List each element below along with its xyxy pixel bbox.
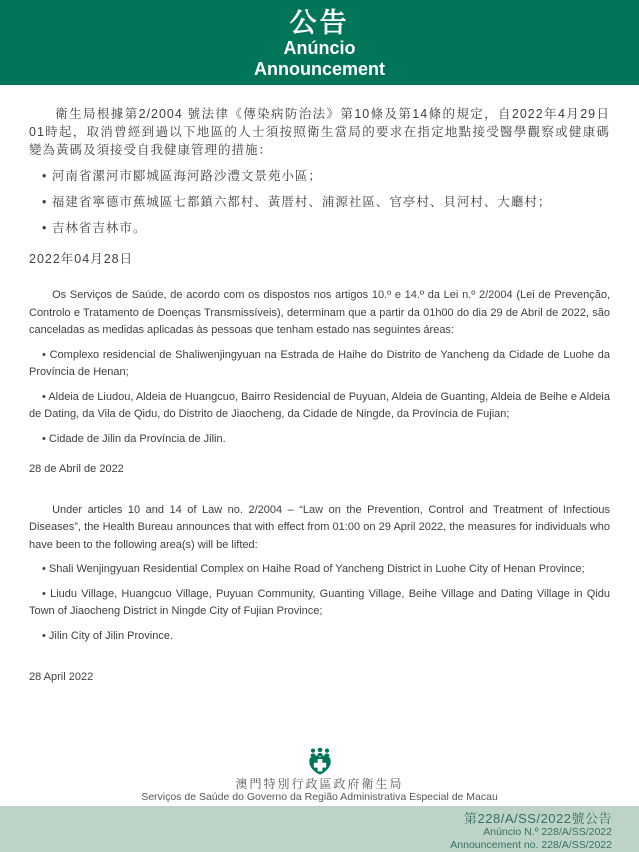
reference-number-bar: [0, 806, 639, 852]
bullet-marker: •: [42, 390, 46, 403]
english-bullet-jilin: [29, 628, 610, 646]
portuguese-bullet-henan: [29, 347, 610, 382]
bullet-marker: •: [42, 348, 46, 361]
section-english: [29, 502, 610, 687]
reference-number-portuguese: Anúncio N.º 228/A/SS/2022: [483, 826, 612, 838]
bullet-marker: •: [42, 169, 48, 183]
portuguese-bullet-jilin-text: Cidade de Jilin da Província de Jilin.: [48, 432, 226, 445]
bullet-marker: •: [42, 221, 48, 235]
portuguese-date: 28 de Abril de 2022: [29, 463, 124, 475]
bullet-marker: •: [42, 195, 48, 209]
english-bullet-jilin-text: Jilin City of Jilin Province.: [48, 629, 174, 642]
chinese-paragraph: 衛生局根據第2/2004 號法律《傳染病防治法》第10條及第14條的規定，自2022年4月29日01時起，取消曾經到過以下地區的人士須按照衛生當局的要求在指定地點接受醫學觀察或健康碼變為黃碼及須接受自我健康管理的措施：: [29, 107, 610, 157]
chinese-bullet-henan-text: 河南省漯河市郾城區海河路沙澧文景苑小區；: [51, 169, 322, 183]
bullet-marker: •: [42, 587, 46, 600]
chinese-bullet-fujian-text: 福建省寧德市蕉城區七都鎮六都村、黃厝村、浦源社區、官亭村、貝河村、大廳村；: [51, 195, 552, 209]
title-chinese: 公告: [289, 8, 350, 38]
section-chinese: [29, 105, 610, 268]
org-footer: [0, 748, 639, 803]
health-bureau-logo-icon: [0, 748, 639, 775]
title-portuguese: Anúncio: [283, 38, 356, 58]
reference-number-english: Announcement no. 228/A/SS/2022: [450, 838, 612, 851]
portuguese-paragraph: Os Serviços de Saúde, de acordo com os dispostos nos artigos 10.º e 14.º da Lei n.º 2/2004 (Lei de Prevenção, Controlo e Tratamento de Doenças Transmissíveis), determinam que a partir da 01h00 do dia 29 de Abril de 2022, são canceladas as medidas aplicadas às pessoas que tenham estado nas seguintes áreas:: [29, 289, 610, 336]
english-bullet-fujian: [29, 586, 610, 621]
header-banner: [0, 0, 639, 85]
chinese-bullet-fujian: [29, 193, 610, 211]
org-name-portuguese: Serviços de Saúde do Governo da Região Administrativa Especial de Macau: [141, 791, 498, 803]
org-name-chinese: 澳門特別行政區政府衛生局: [235, 777, 404, 791]
chinese-bullet-jilin-text: 吉林省吉林市。: [51, 221, 147, 235]
portuguese-bullet-fujian: [29, 389, 610, 424]
title-english: Announcement: [253, 59, 385, 79]
reference-number-chinese: 第228/A/SS/2022號公告: [464, 811, 612, 826]
bullet-marker: •: [42, 563, 46, 575]
english-paragraph: Under articles 10 and 14 of Law no. 2/2004 – “Law on the Prevention, Control and Treatment of Infectious Diseases”, the Health Bureau announces that with effect from 01:00 on 29 April 2022, the measures for individuals who have been to the following area(s) will be lifted:: [29, 503, 610, 551]
bullet-marker: •: [42, 629, 46, 642]
bullet-marker: •: [42, 432, 46, 445]
portuguese-bullet-henan-text: Complexo residencial de Shaliwenjingyuan na Estrada de Haihe do Distrito de Yancheng da Cidade de Luohe da Província de Henan;: [29, 348, 610, 378]
document-body: [0, 105, 639, 687]
chinese-bullet-jilin: [29, 219, 610, 237]
english-bullet-henan: [29, 561, 610, 579]
section-portuguese: [29, 287, 610, 479]
chinese-date: 2022年04月28日: [29, 252, 134, 266]
portuguese-bullet-fujian-text: Aldeia de Liudou, Aldeia de Huangcuo, Bairro Residencial de Puyuan, Aldeia de Guanting, Aldeia de Beihe e Aldeia de Dating, da Vila de Qidu, do Distrito de Jiaocheng, da Cidade de Ningde, da Província de Fujian;: [29, 390, 610, 420]
chinese-bullet-henan: [29, 167, 610, 185]
english-bullet-fujian-text: Liudu Village, Huangcuo Village, Puyuan Community, Guanting Village, Beihe Village and Dating Village in Qidu Town of Jiaocheng District in Ningde City of Fujian Province;: [29, 587, 610, 617]
portuguese-bullet-jilin: [29, 431, 610, 449]
english-bullet-henan-text: Shali Wenjingyuan Residential Complex on Haihe Road of Yancheng District in Luohe City of Henan Province;: [48, 563, 585, 575]
english-date: 28 April 2022: [29, 671, 94, 683]
